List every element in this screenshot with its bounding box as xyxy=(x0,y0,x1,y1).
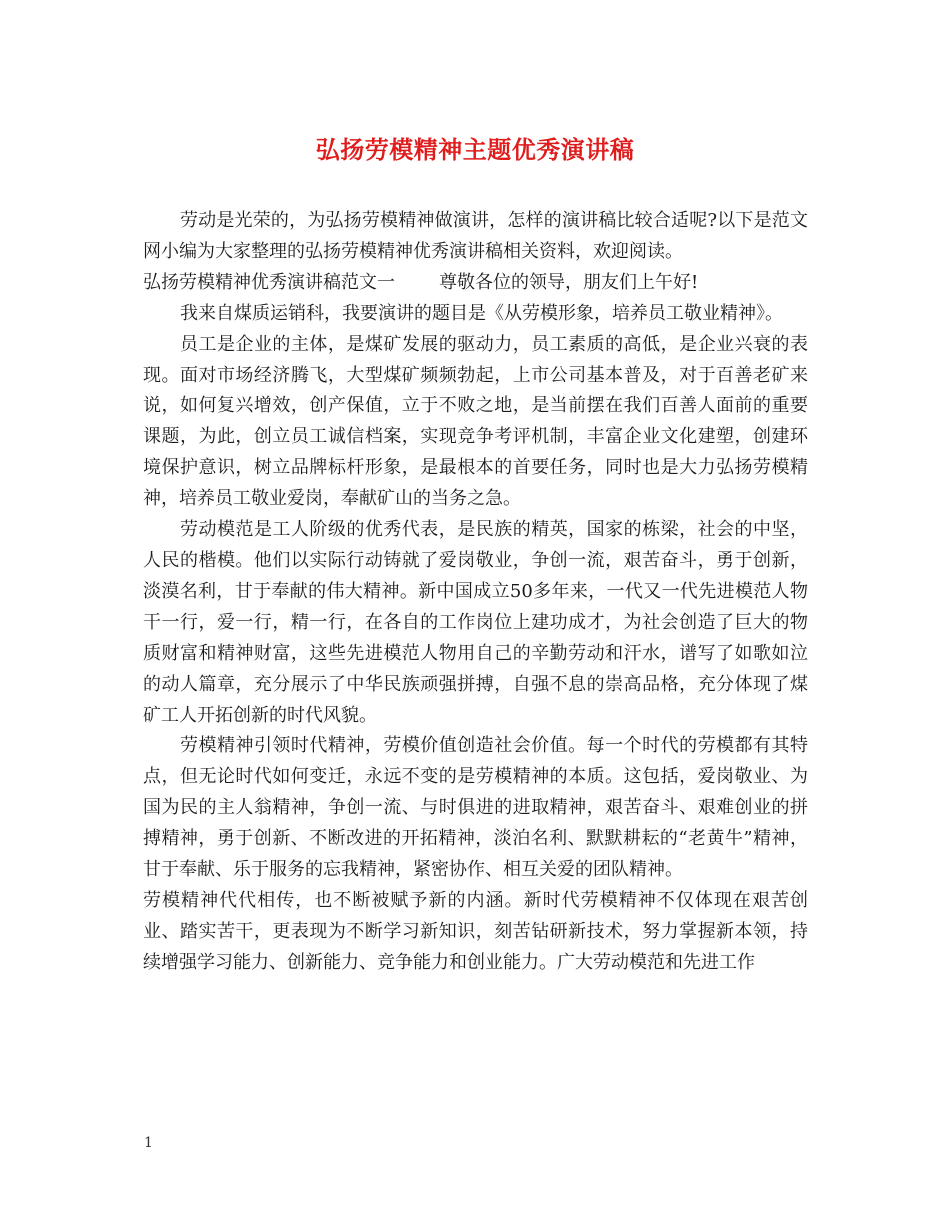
labor-spirit-paragraph: 劳模精神引领时代精神，劳模价值创造社会价值。每一个时代的劳模都有其特点，但无论时代如何变迁，永远不变的是劳模精神的本质。这包括，爱岗敬业、为国为民的主人翁精神，争创一流、与时俱进的进取精神，艰苦奋斗、艰难创业的拼搏精神，勇于创新、不断改进的开拓精神，淡泊名利、默默耕耘的“老黄牛”精神，甘于奉献、乐于服务的忘我精神，紧密协作、相互关爱的团队精神。 xyxy=(143,735,808,881)
speech-topic-paragraph: 我来自煤质运销科，我要演讲的题目是《从劳模形象，培养员工敬业精神》。 xyxy=(180,302,783,324)
document-body xyxy=(143,206,808,979)
intro-paragraph: 劳动是光荣的，为弘扬劳模精神做演讲，怎样的演讲稿比较合适呢?以下是范文网小编为大家整理的弘扬劳模精神优秀演讲稿相关资料，欢迎阅读。 xyxy=(143,210,808,262)
document-title: 弘扬劳模精神主题优秀演讲稿 xyxy=(315,136,635,164)
labor-model-paragraph: 劳动模范是工人阶级的优秀代表，是民族的精英，国家的栋梁，社会的中坚，人民的楷模。他们以实际行动铸就了爱岗敬业，争创一流，艰苦奋斗，勇于创新，淡漠名利，甘于奉献的伟大精神。新中国成立50多年来，一代又一代先进模范人物干一行，爱一行，精一行，在各自的工作岗位上建功成才，为社会创造了巨大的物质财富和精神财富，这些先进模范人物用自己的辛勤劳动和汗水，谱写了如歌如泣的动人篇章，充分展示了中华民族顽强拼搏，自强不息的崇高品格，充分体现了煤矿工人开拓创新的时代风貌。 xyxy=(143,519,808,726)
tail-paragraph: 劳模精神代代相传，也不断被赋予新的内涵。新时代劳模精神不仅体现在艰苦创业、踏实苦干，更表现为不断学习新知识，刻苦钻研新技术，努力掌握新本领，持续增强学习能力、创新能力、竞争能力和创业能力。广大劳动模范和先进工作 xyxy=(143,889,808,973)
greeting-text: 尊敬各位的领导，朋友们上午好! xyxy=(439,271,699,293)
section-heading: 弘扬劳模精神优秀演讲稿范文一 xyxy=(143,271,395,293)
section-heading-line xyxy=(143,268,808,299)
page-number: 1 xyxy=(144,1135,153,1151)
employee-paragraph: 员工是企业的主体，是煤矿发展的驱动力，员工素质的高低，是企业兴衰的表现。面对市场经济腾飞，大型煤矿频频勃起，上市公司基本普及，对于百善老矿来说，如何复兴增效，创产保值，立于不败之地，是当前摆在我们百善人面前的重要课题，为此，创立员工诚信档案，实现竞争考评机制，丰富企业文化建塑，创建环境保护意识，树立品牌标杆形象，是最根本的首要任务，同时也是大力弘扬劳模精神，培养员工敬业爱岗，奉献矿山的当务之急。 xyxy=(143,333,808,510)
